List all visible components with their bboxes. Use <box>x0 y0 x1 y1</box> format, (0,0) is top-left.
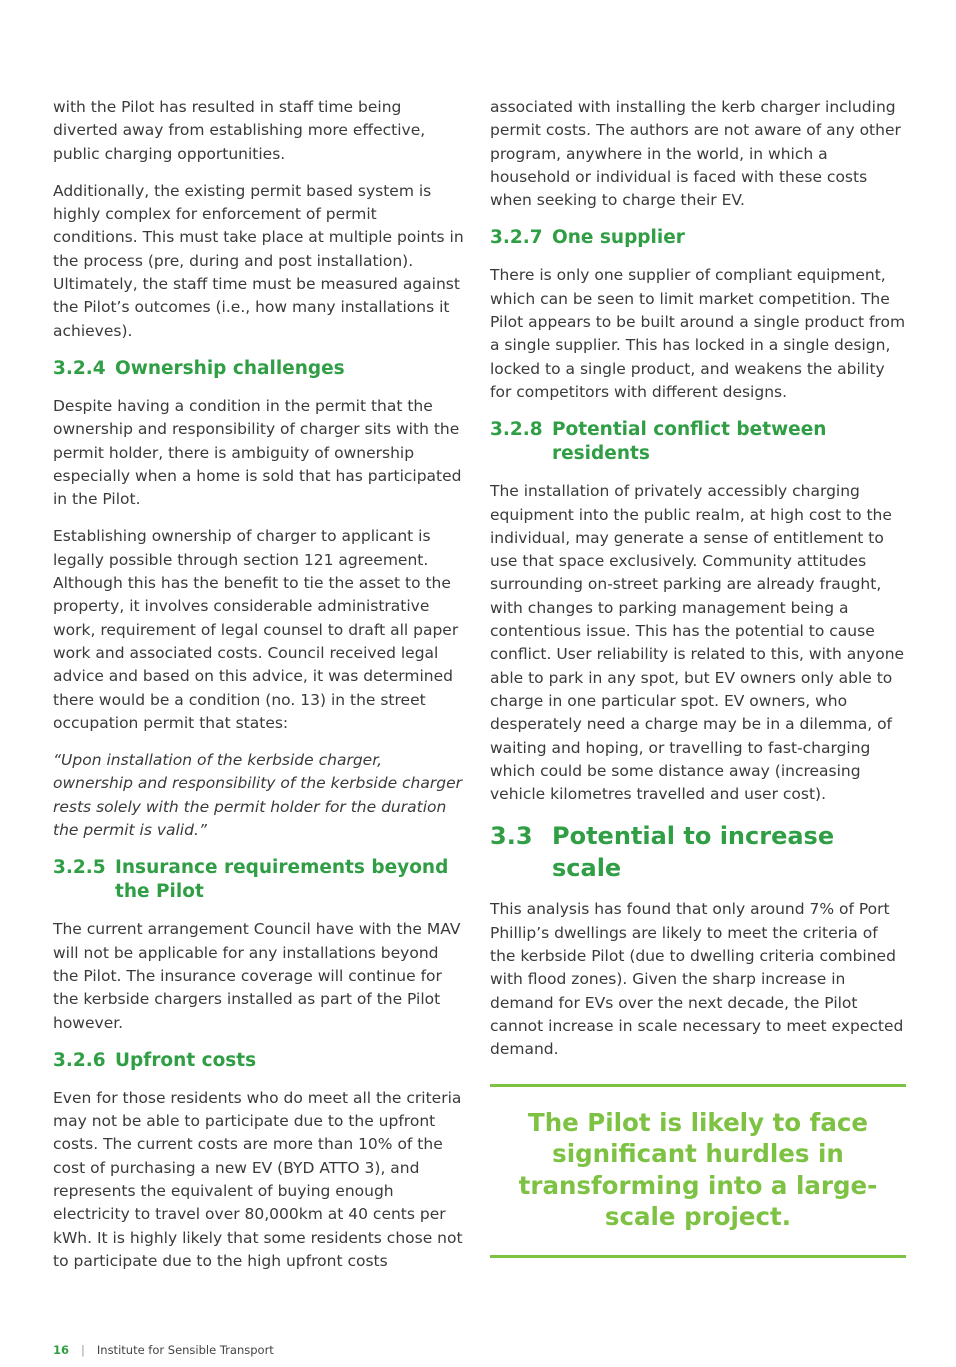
paragraph: There is only one supplier of compliant equipment, which can be seen to limit market competition. The Pilot appears to be built around a single product from a single supplier. This has locked in a single design, locked to a single product, and weakens the ability for competitors with different designs. <box>490 266 906 401</box>
section-title: Potential to increase scale <box>552 822 835 883</box>
section-number: 3.3 <box>490 822 533 851</box>
section-heading-3-3 <box>490 820 906 884</box>
left-column <box>53 96 465 1287</box>
section-number: 3.2.7 <box>490 227 543 249</box>
section-title: Insurance requirements beyond the Pilot <box>115 857 449 903</box>
section-number: 3.2.4 <box>53 357 106 379</box>
section-title: One supplier <box>552 227 685 249</box>
footer-separator: | <box>81 1343 85 1357</box>
paragraph: Even for those residents who do meet all the criteria may not be able to participate due to the upfront costs. The current costs are more than 10% of the cost of purchasing a new EV (BYD ATTO 3), and represents the equivalent of buying enough electricity to travel over 80,000km at 40 cents per kWh. It is highly likely that some residents chose not to participate due to the high upfront costs <box>53 1088 463 1270</box>
section-number: 3.2.8 <box>490 419 543 441</box>
paragraph: The current arrangement Council have with the MAV will not be applicable for any installations beyond the Pilot. The insurance coverage will continue for the kerbside chargers installed as part of the Pilot however. <box>53 920 461 1032</box>
footer-org-name: Institute for Sensible Transport <box>96 1343 274 1357</box>
section-heading-3-2-5 <box>53 856 465 904</box>
section-title: Potential conflict between residents <box>552 419 827 465</box>
section-title: Ownership challenges <box>115 357 345 379</box>
paragraph: associated with installing the kerb charger including permit costs. The authors are not aware of any other program, anywhere in the world, in which a household or individual is faced with these costs when seeking to charge their EV. <box>490 98 901 210</box>
section-heading-3-2-8 <box>490 418 906 466</box>
section-number: 3.2.5 <box>53 857 106 879</box>
paragraph: The installation of privately accessibly charging equipment into the public realm, at high cost to the individual, may generate a sense of entitlement to use that space exclusively. Community attitudes surrounding on-street parking are already fraught, with changes to parking management being a contentious issue. This has the potential to cause conflict. User reliability is related to this, with anyone able to park in any spot, but EV owners only able to charge in one particular spot. EV owners, who desperately need a charge may be in a dilemma, of waiting and hoping, or travelling to fast-charging which could be some distance away (increasing vehicle kilometres travelled and user cost). <box>490 482 905 804</box>
pull-quote-callout: The Pilot is likely to face significant hurdles in transforming into a large-scale project. <box>490 1084 906 1258</box>
section-heading-3-2-6 <box>53 1049 465 1073</box>
paragraph: This analysis has found that only around 7% of Port Phillip’s dwellings are likely to meet the criteria of the kerbside Pilot (due to dwelling criteria combined with flood zones). Given the sharp increase in demand for EVs over the next decade, the Pilot cannot increase in scale necessary to meet expected demand. <box>490 900 904 1059</box>
paragraph: Establishing ownership of charger to applicant is legally possible through section 121 agreement. Although this has the benefit to tie the asset to the property, it involves considerable administrative work, requirement of legal counsel to draft all paper work and associated costs. Council received legal advice and based on this advice, it was determined there would be a condition (no. 13) in the street occupation permit that states: <box>53 527 459 732</box>
right-column <box>490 96 906 1258</box>
paragraph: with the Pilot has resulted in staff time being diverted away from establishing more effective, public charging opportunities. <box>53 98 426 163</box>
page-footer <box>53 1343 274 1357</box>
section-heading-3-2-4 <box>53 357 465 381</box>
page-number: 16 <box>53 1343 70 1357</box>
section-title: Upfront costs <box>115 1049 257 1071</box>
permit-quote: “Upon installation of the kerbside charger, ownership and responsibility of the kerbside charger rests solely with the permit holder for the duration the permit is valid.” <box>53 751 463 840</box>
section-number: 3.2.6 <box>53 1049 106 1071</box>
section-heading-3-2-7 <box>490 226 906 250</box>
paragraph: Additionally, the existing permit based system is highly complex for enforcement of permit conditions. This must take place at multiple points in the process (pre, during and post installation). Ultimately, the staff time must be measured against the Pilot’s outcomes (i.e., how many installations it achieves). <box>53 181 464 340</box>
paragraph: Despite having a condition in the permit that the ownership and responsibility of charger sits with the permit holder, there is ambiguity of ownership especially when a home is sold that has participated in the Pilot. <box>53 396 462 509</box>
